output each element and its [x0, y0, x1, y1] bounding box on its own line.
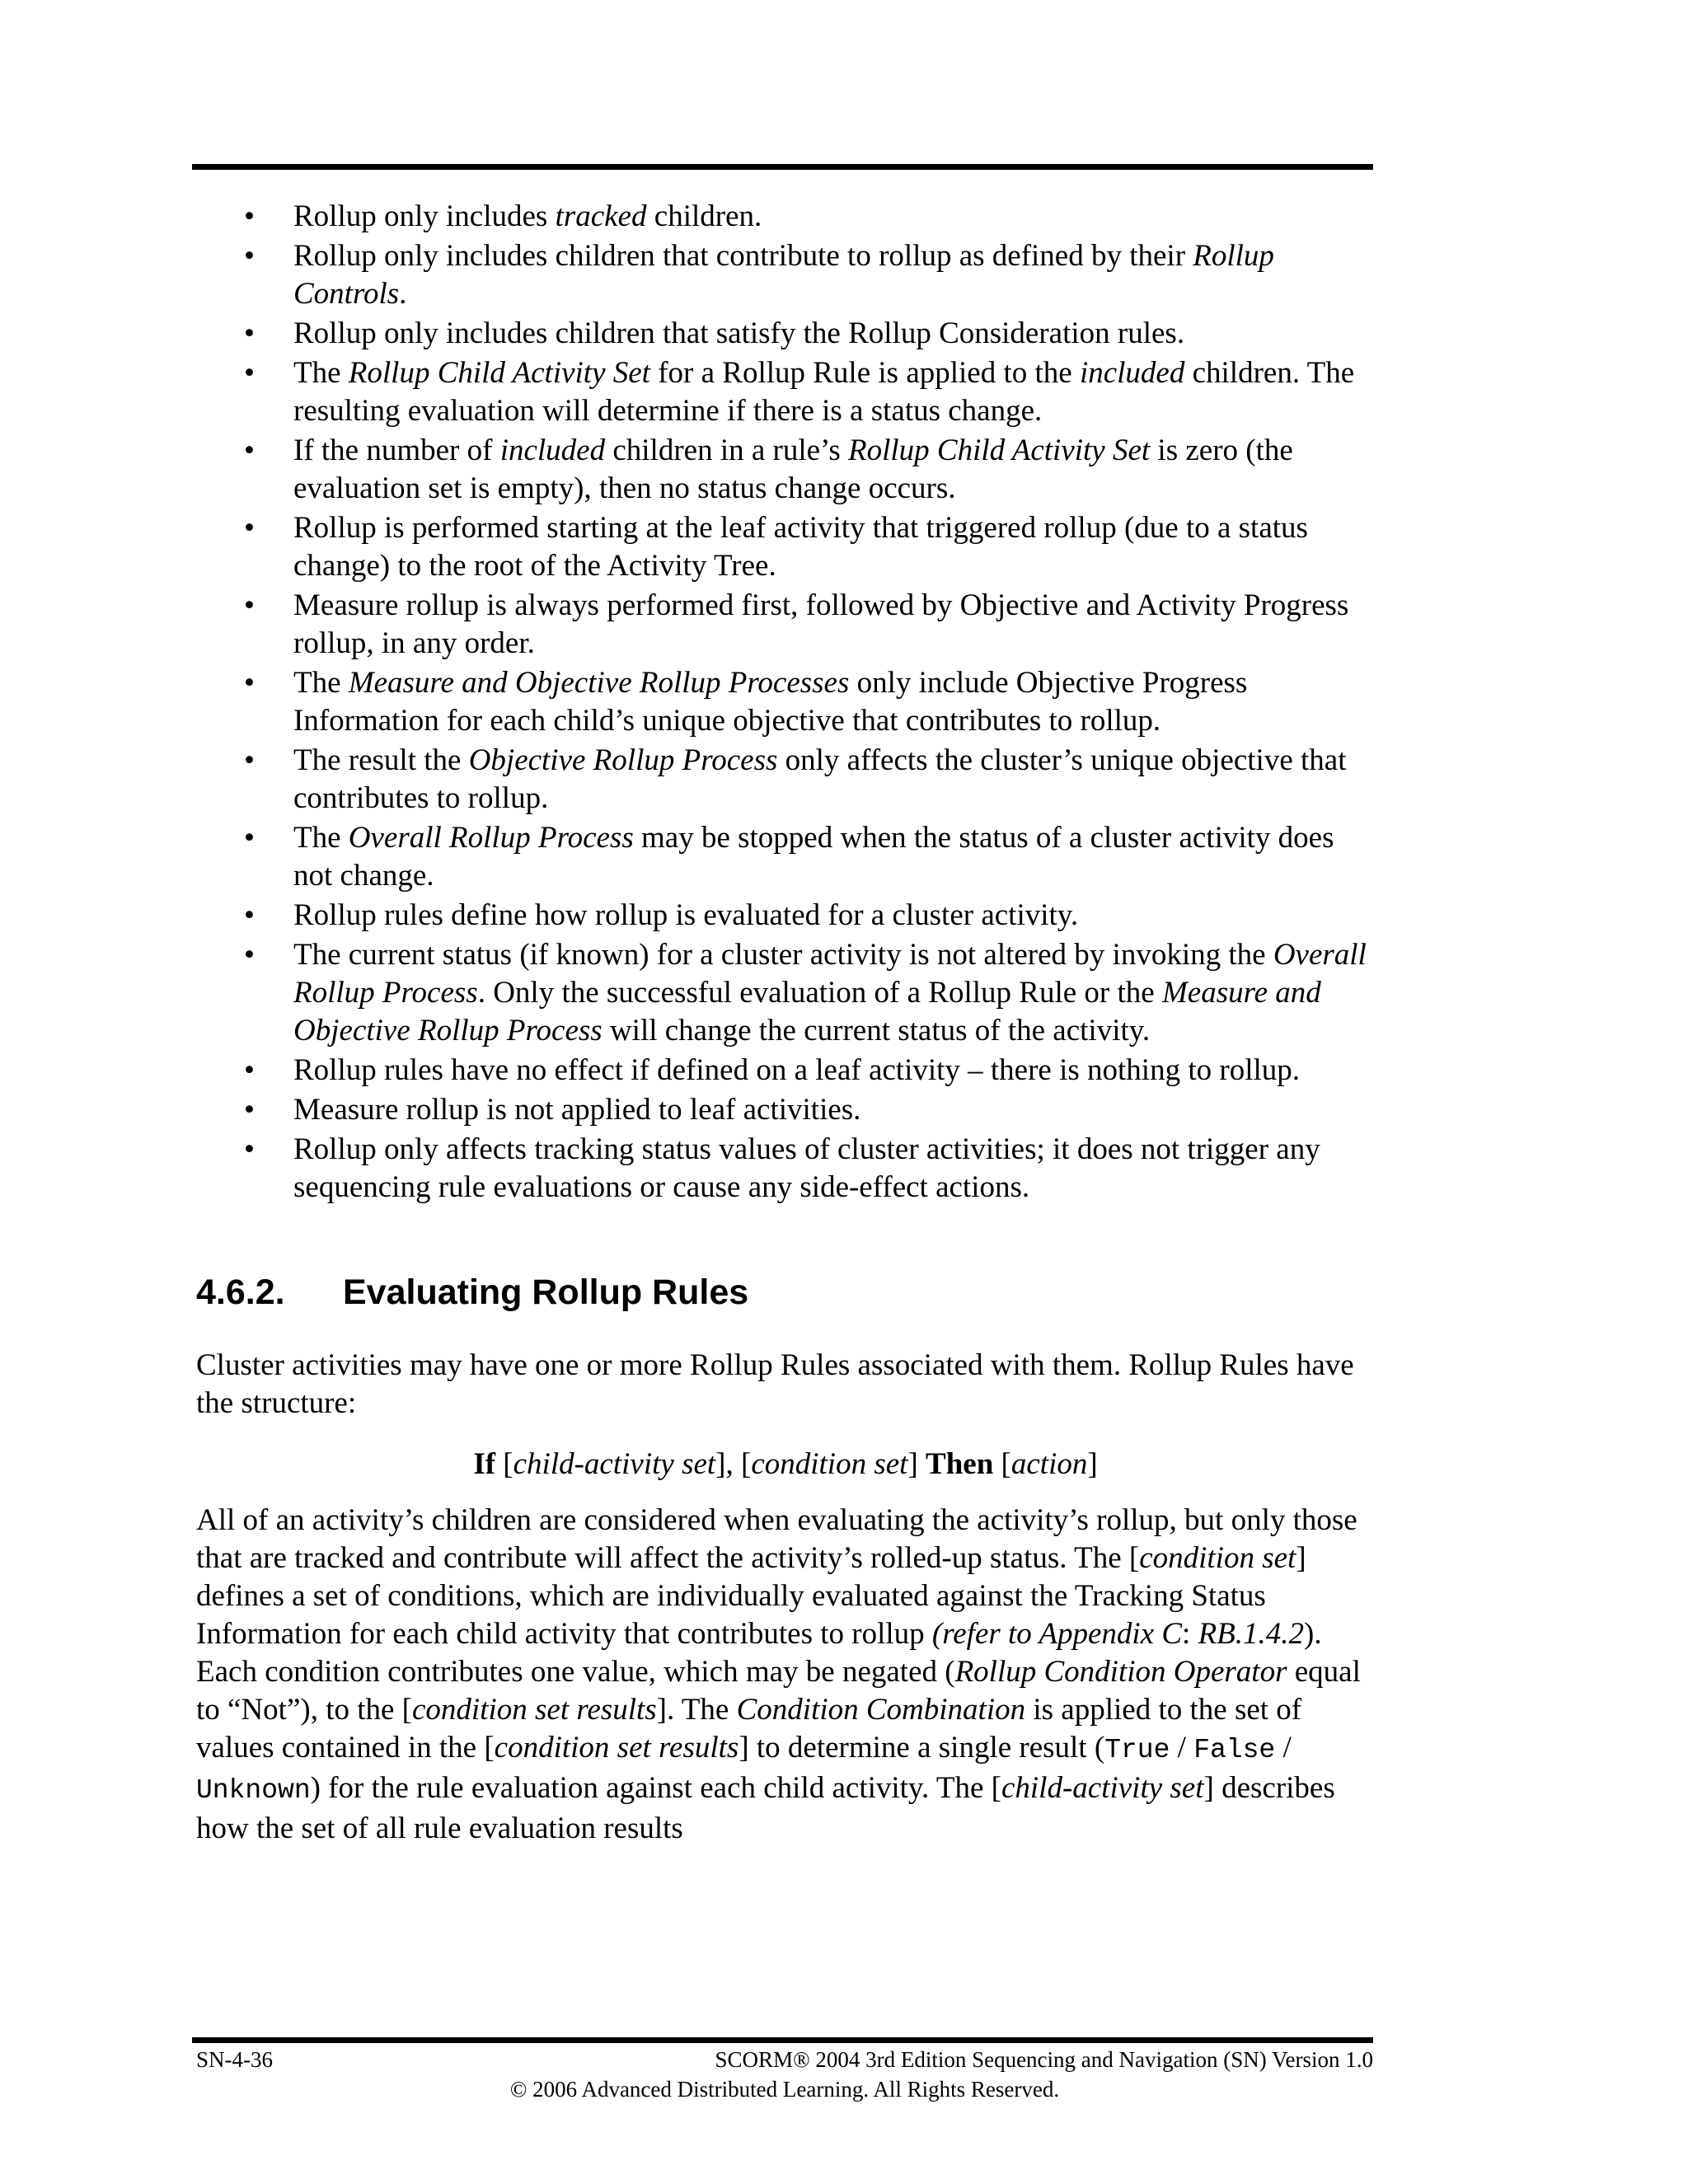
text-segment: Rollup only includes	[293, 199, 556, 233]
bullet-dot-icon: •	[244, 666, 255, 700]
bullet-item	[196, 509, 1375, 585]
bullet-dot-icon: •	[244, 316, 255, 350]
text-segment: is zero (the evaluation set is empty), then no status change occurs.	[293, 434, 1293, 505]
text-segment: False	[1193, 1735, 1276, 1765]
bullet-item	[196, 587, 1375, 663]
bullet-text	[293, 1052, 1375, 1090]
document-title: SCORM® 2004 3rd Edition Sequencing and Navigation (SN) Version 1.0	[715, 2047, 1373, 2072]
bullet-text	[293, 432, 1375, 508]
text-segment: children.	[646, 199, 762, 233]
bullet-text	[293, 198, 1375, 236]
bullet-item	[196, 354, 1375, 430]
bullet-dot-icon: •	[244, 356, 255, 390]
copyright-notice: © 2006 Advanced Distributed Learning. All Rights Reserved.	[509, 2077, 1060, 2102]
text-segment: /	[1170, 1731, 1194, 1765]
text-segment: /	[1275, 1731, 1292, 1765]
bullet-item	[196, 237, 1375, 313]
bullet-dot-icon: •	[244, 1132, 255, 1166]
text-segment: Rollup rules define how rollup is evaluated for a cluster activity.	[293, 898, 1079, 932]
bullet-dot-icon: •	[244, 1053, 255, 1087]
text-segment: action	[1010, 1447, 1088, 1481]
bullet-dot-icon: •	[244, 239, 255, 273]
text-segment: Rollup Child Activity Set	[848, 434, 1151, 467]
bullet-item	[196, 315, 1375, 353]
text-segment: is applied to the set of values contained in the [	[196, 1693, 1302, 1765]
text-segment: ). Each condition contributes one value, which may be negated (	[196, 1617, 1322, 1689]
text-segment: Overall Rollup Process	[348, 821, 634, 855]
text-segment: :	[1182, 1617, 1198, 1651]
text-segment: RB.1.4.2	[1198, 1617, 1305, 1651]
text-segment: [	[993, 1447, 1011, 1481]
bullet-dot-icon: •	[244, 434, 255, 467]
rule-structure-formula	[196, 1446, 1375, 1483]
bullet-text	[293, 742, 1375, 818]
text-segment: condition set results	[412, 1693, 657, 1727]
bullet-dot-icon: •	[244, 821, 255, 855]
text-segment: Measure rollup is always performed first, followed by Objective and Activity Progress rollup, in any order.	[293, 588, 1349, 660]
text-segment: Measure rollup is not applied to leaf activities.	[293, 1093, 861, 1127]
text-segment: ] defines a set of conditions, which are individually evaluated against the Tracking Status Information for each child activity that contributes to rollup	[196, 1541, 1306, 1651]
bullet-text	[293, 1131, 1375, 1207]
text-segment: The	[293, 821, 349, 855]
bullet-dot-icon: •	[244, 1093, 255, 1127]
text-segment: The result the	[293, 743, 469, 777]
text-segment: included	[1079, 356, 1185, 390]
text-segment: child-activity set	[513, 1447, 716, 1481]
text-segment: Rollup Controls	[293, 239, 1274, 311]
bullet-dot-icon: •	[244, 511, 255, 545]
bullet-item	[196, 897, 1375, 935]
text-segment: only include Objective Progress Information for each child’s unique objective that contributes to rollup.	[293, 666, 1248, 738]
text-segment: True	[1104, 1735, 1170, 1765]
bullet-text	[293, 936, 1375, 1050]
body-paragraph	[196, 1502, 1375, 1848]
text-segment: ]	[907, 1447, 926, 1481]
bullet-item	[196, 198, 1375, 236]
text-segment: . Only the successful evaluation of a Rollup Rule or the	[477, 976, 1162, 1010]
bullet-item	[196, 742, 1375, 818]
bullet-dot-icon: •	[244, 898, 255, 932]
text-segment: ]. The	[656, 1693, 737, 1727]
text-segment: condition set	[751, 1447, 908, 1481]
text-segment: All of an activity’s children are considered when evaluating the activity’s rollup, but only those that are tracked and contribute will affect the activity’s rolled-up status. The [	[196, 1503, 1357, 1575]
text-segment: Rollup only affects tracking status values of cluster activities; it does not trigger any sequencing rule evaluations or cause any side-effect actions.	[293, 1132, 1320, 1204]
text-segment: The current status (if known) for a cluster activity is not altered by invoking the	[293, 938, 1273, 972]
text-segment: The	[293, 666, 349, 700]
text-segment: If	[473, 1447, 496, 1481]
text-segment: Cluster activities may have one or more Rollup Rules associated with them. Rollup Rules have the structure:	[196, 1348, 1354, 1420]
text-segment: condition set	[1139, 1541, 1296, 1575]
section-heading	[196, 1271, 1375, 1314]
page-content	[196, 198, 1375, 1863]
bullet-text	[293, 1091, 1375, 1129]
text-segment: The	[293, 356, 349, 390]
bullet-text	[293, 315, 1375, 353]
text-segment: ] describes how the set of all rule evaluation results	[196, 1771, 1335, 1845]
bullet-dot-icon: •	[244, 938, 255, 972]
section-title: Evaluating Rollup Rules	[343, 1272, 749, 1312]
rollup-rules-bullet-list	[196, 198, 1375, 1207]
text-segment: equal to “Not”), to the [	[196, 1655, 1361, 1727]
text-segment: will change the current status of the activity.	[602, 1014, 1151, 1047]
bullet-text	[293, 819, 1375, 895]
bullet-item	[196, 1131, 1375, 1207]
body-paragraph	[196, 1347, 1375, 1422]
text-segment: Rollup Child Activity Set	[348, 356, 650, 390]
bullet-dot-icon: •	[244, 743, 255, 777]
bullet-dot-icon: •	[244, 199, 255, 233]
text-segment: [	[495, 1447, 513, 1481]
text-segment: Unknown	[196, 1775, 311, 1806]
text-segment: ] to determine a single result (	[738, 1731, 1105, 1765]
text-segment: only affects the cluster’s unique objective that contributes to rollup.	[293, 743, 1347, 815]
bullet-text	[293, 509, 1375, 585]
text-segment: Rollup only includes children that satisfy the Rollup Consideration rules.	[293, 316, 1185, 350]
text-segment: may be stopped when the status of a cluster activity does not change.	[293, 821, 1334, 893]
text-segment: included	[499, 434, 606, 467]
text-segment: Rollup rules have no effect if defined on a leaf activity – there is nothing to rollup.	[293, 1053, 1300, 1087]
bullet-text	[293, 237, 1375, 313]
text-segment: Then	[926, 1447, 994, 1481]
text-segment: child-activity set	[1001, 1771, 1204, 1805]
bullet-item	[196, 1091, 1375, 1129]
text-segment: for a Rollup Rule is applied to the	[649, 356, 1080, 390]
footer-rule	[192, 2037, 1373, 2043]
text-segment: Condition Combination	[736, 1693, 1026, 1727]
bullet-text	[293, 897, 1375, 935]
bullet-item	[196, 664, 1375, 740]
text-segment: ], [	[715, 1447, 752, 1481]
header-rule	[192, 164, 1373, 170]
page-number: SN-4-36	[196, 2047, 273, 2072]
text-segment: If the number of	[293, 434, 500, 467]
text-segment: Measure and Objective Rollup Process	[293, 976, 1321, 1047]
text-segment: children. The resulting evaluation will determine if there is a status change.	[293, 356, 1355, 428]
text-segment: .	[399, 277, 407, 311]
section-number: 4.6.2.	[196, 1272, 285, 1312]
bullet-dot-icon: •	[244, 588, 255, 622]
text-segment: tracked	[555, 199, 647, 233]
text-segment: Objective Rollup Process	[468, 743, 778, 777]
text-segment: (refer to Appendix C	[931, 1617, 1183, 1651]
bullet-item	[196, 432, 1375, 508]
bullet-text	[293, 664, 1375, 740]
text-segment: Rollup is performed starting at the leaf activity that triggered rollup (due to a status change) to the root of the Activity Tree.	[293, 511, 1308, 583]
bullet-item	[196, 936, 1375, 1050]
text-segment: ]	[1087, 1447, 1098, 1481]
text-segment: Rollup only includes children that contribute to rollup as defined by their	[293, 239, 1193, 273]
bullet-item	[196, 819, 1375, 895]
bullet-item	[196, 1052, 1375, 1090]
bullet-text	[293, 354, 1375, 430]
text-segment: Overall Rollup Process	[293, 938, 1367, 1010]
body-paragraphs	[196, 1347, 1375, 1848]
text-segment: children in a rule’s	[605, 434, 848, 467]
text-segment: Rollup Condition Operator	[954, 1655, 1287, 1689]
text-segment: ) for the rule evaluation against each child activity. The [	[310, 1771, 1001, 1805]
text-segment: condition set results	[494, 1731, 739, 1765]
bullet-text	[293, 587, 1375, 663]
text-segment: Measure and Objective Rollup Processes	[348, 666, 850, 700]
